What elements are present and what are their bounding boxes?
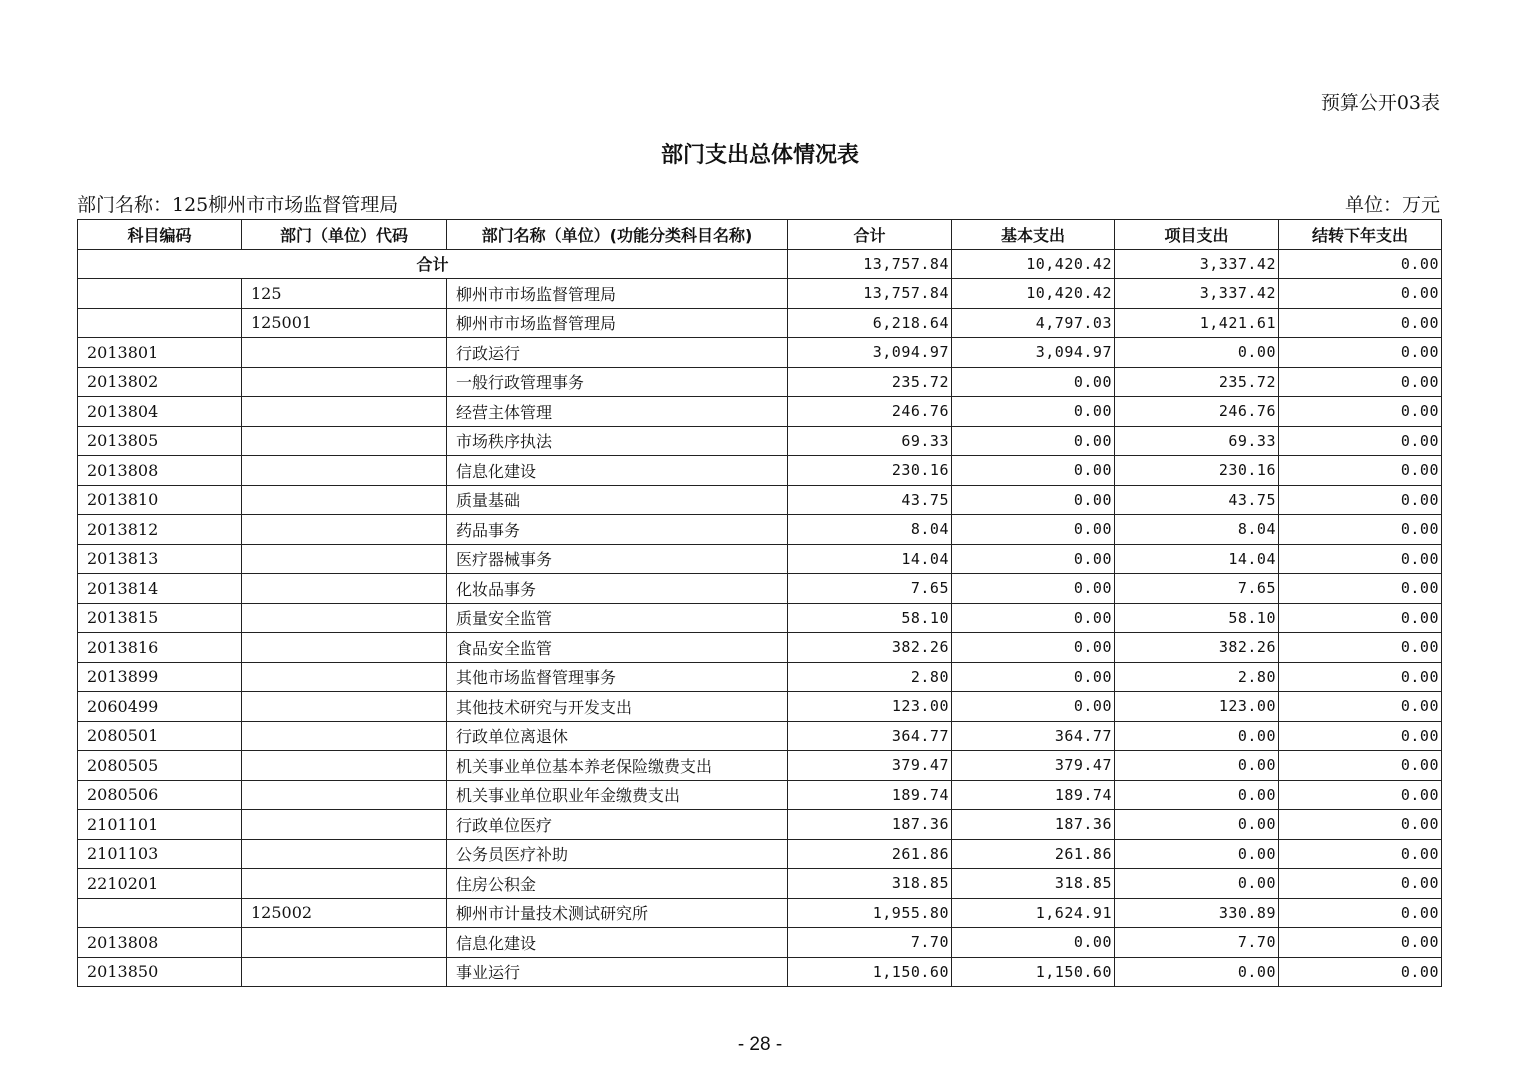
subject-code-cell: 2013813 bbox=[78, 544, 242, 574]
table-row bbox=[78, 751, 1442, 781]
basic-cell: 0.00 bbox=[952, 485, 1115, 515]
unit-code-cell bbox=[242, 397, 447, 427]
carryover-cell: 0.00 bbox=[1279, 869, 1442, 899]
table-row bbox=[78, 898, 1442, 928]
basic-cell: 0.00 bbox=[952, 367, 1115, 397]
page-title: 部门支出总体情况表 bbox=[660, 143, 859, 168]
basic-cell: 3,094.97 bbox=[952, 338, 1115, 368]
carryover-cell: 0.00 bbox=[1279, 308, 1442, 338]
unit-code-cell bbox=[242, 603, 447, 633]
basic-cell: 0.00 bbox=[952, 515, 1115, 545]
basic-cell: 4,797.03 bbox=[952, 308, 1115, 338]
total-cell: 187.36 bbox=[788, 810, 952, 840]
basic-cell: 0.00 bbox=[952, 574, 1115, 604]
project-cell: 3,337.42 bbox=[1115, 279, 1279, 309]
basic-cell: 0.00 bbox=[952, 662, 1115, 692]
project-cell: 123.00 bbox=[1115, 692, 1279, 722]
subject-code-cell: 2013816 bbox=[78, 633, 242, 663]
total-cell: 7.70 bbox=[788, 928, 952, 958]
unit-code-cell: 125002 bbox=[242, 898, 447, 928]
total-cell: 189.74 bbox=[788, 780, 952, 810]
project-cell: 235.72 bbox=[1115, 367, 1279, 397]
project-cell: 43.75 bbox=[1115, 485, 1279, 515]
subject-code-cell: 2013810 bbox=[78, 485, 242, 515]
total-cell: 1,955.80 bbox=[788, 898, 952, 928]
name-cell: 质量基础 bbox=[447, 485, 788, 515]
name-cell: 柳州市市场监督管理局 bbox=[447, 279, 788, 309]
name-cell: 机关事业单位基本养老保险缴费支出 bbox=[447, 751, 788, 781]
header-row bbox=[78, 220, 1442, 250]
subject-code-cell: 2013814 bbox=[78, 574, 242, 604]
project-cell: 0.00 bbox=[1115, 957, 1279, 987]
form-number: 预算公开03表 bbox=[1320, 92, 1440, 114]
total-cell: 8.04 bbox=[788, 515, 952, 545]
carryover-cell: 0.00 bbox=[1279, 515, 1442, 545]
name-cell: 柳州市市场监督管理局 bbox=[447, 308, 788, 338]
total-cell: 69.33 bbox=[788, 426, 952, 456]
subject-code-cell: 2210201 bbox=[78, 869, 242, 899]
carryover-cell: 0.00 bbox=[1279, 426, 1442, 456]
project-cell: 382.26 bbox=[1115, 633, 1279, 663]
meta-row bbox=[77, 190, 1440, 216]
unit-code-cell bbox=[242, 633, 447, 663]
table-row bbox=[78, 957, 1442, 987]
carryover-cell: 0.00 bbox=[1279, 751, 1442, 781]
table-row bbox=[78, 721, 1442, 751]
carryover-cell: 0.00 bbox=[1279, 662, 1442, 692]
project-cell: 0.00 bbox=[1115, 751, 1279, 781]
name-cell: 公务员医疗补助 bbox=[447, 839, 788, 869]
unit-code-cell bbox=[242, 662, 447, 692]
subject-code-cell: 2013808 bbox=[78, 928, 242, 958]
name-cell: 信息化建设 bbox=[447, 928, 788, 958]
subject-code-cell: 2080505 bbox=[78, 751, 242, 781]
name-cell: 化妆品事务 bbox=[447, 574, 788, 604]
name-cell: 住房公积金 bbox=[447, 869, 788, 899]
subject-code-cell: 2080501 bbox=[78, 721, 242, 751]
carryover-cell: 0.00 bbox=[1279, 692, 1442, 722]
carryover-cell: 0.00 bbox=[1279, 928, 1442, 958]
table-row bbox=[78, 485, 1442, 515]
project-cell: 0.00 bbox=[1115, 839, 1279, 869]
carryover-cell: 0.00 bbox=[1279, 367, 1442, 397]
table-row bbox=[78, 515, 1442, 545]
unit-code-cell bbox=[242, 426, 447, 456]
unit-label: 单位：万元 bbox=[1344, 194, 1440, 216]
total-cell: 123.00 bbox=[788, 692, 952, 722]
carryover-cell: 0.00 bbox=[1279, 485, 1442, 515]
basic-cell: 318.85 bbox=[952, 869, 1115, 899]
carryover-cell: 0.00 bbox=[1279, 633, 1442, 663]
unit-code-cell bbox=[242, 574, 447, 604]
basic-cell: 364.77 bbox=[952, 721, 1115, 751]
project-cell: 69.33 bbox=[1115, 426, 1279, 456]
total-cell: 379.47 bbox=[788, 751, 952, 781]
page-number: - 28 - bbox=[737, 1034, 783, 1055]
name-cell: 市场秩序执法 bbox=[447, 426, 788, 456]
basic-cell: 187.36 bbox=[952, 810, 1115, 840]
name-cell: 事业运行 bbox=[447, 957, 788, 987]
name-cell: 其他市场监督管理事务 bbox=[447, 662, 788, 692]
name-cell: 柳州市计量技术测试研究所 bbox=[447, 898, 788, 928]
unit-code-cell bbox=[242, 780, 447, 810]
project-cell: 0.00 bbox=[1115, 780, 1279, 810]
unit-code-cell: 125 bbox=[242, 279, 447, 309]
subject-code-cell: 2013808 bbox=[78, 456, 242, 486]
total-basic: 10,420.42 bbox=[952, 249, 1115, 279]
name-cell: 行政单位医疗 bbox=[447, 810, 788, 840]
table-row bbox=[78, 839, 1442, 869]
unit-code-cell bbox=[242, 928, 447, 958]
unit-code-cell bbox=[242, 338, 447, 368]
table-row bbox=[78, 662, 1442, 692]
header-carryover: 结转下年支出 bbox=[1279, 220, 1442, 250]
name-cell: 一般行政管理事务 bbox=[447, 367, 788, 397]
total-row bbox=[78, 249, 1442, 279]
carryover-cell: 0.00 bbox=[1279, 898, 1442, 928]
name-cell: 行政单位离退休 bbox=[447, 721, 788, 751]
project-cell: 14.04 bbox=[1115, 544, 1279, 574]
table-row bbox=[78, 633, 1442, 663]
name-cell: 质量安全监管 bbox=[447, 603, 788, 633]
total-cell: 261.86 bbox=[788, 839, 952, 869]
basic-cell: 1,150.60 bbox=[952, 957, 1115, 987]
department-label: 部门名称：125柳州市市场监督管理局 bbox=[77, 194, 399, 216]
table-row bbox=[78, 780, 1442, 810]
unit-code-cell bbox=[242, 544, 447, 574]
basic-cell: 1,624.91 bbox=[952, 898, 1115, 928]
project-cell: 7.65 bbox=[1115, 574, 1279, 604]
carryover-cell: 0.00 bbox=[1279, 839, 1442, 869]
subject-code-cell: 2013812 bbox=[78, 515, 242, 545]
carryover-cell: 0.00 bbox=[1279, 574, 1442, 604]
project-cell: 0.00 bbox=[1115, 721, 1279, 751]
carryover-cell: 0.00 bbox=[1279, 279, 1442, 309]
subject-code-cell: 2013899 bbox=[78, 662, 242, 692]
total-cell: 230.16 bbox=[788, 456, 952, 486]
name-cell: 经营主体管理 bbox=[447, 397, 788, 427]
subject-code-cell: 2080506 bbox=[78, 780, 242, 810]
carryover-cell: 0.00 bbox=[1279, 544, 1442, 574]
carryover-cell: 0.00 bbox=[1279, 957, 1442, 987]
basic-cell: 0.00 bbox=[952, 928, 1115, 958]
name-cell: 医疗器械事务 bbox=[447, 544, 788, 574]
header-basic: 基本支出 bbox=[952, 220, 1115, 250]
total-cell: 364.77 bbox=[788, 721, 952, 751]
total-cell: 14.04 bbox=[788, 544, 952, 574]
unit-code-cell bbox=[242, 515, 447, 545]
total-cell: 235.72 bbox=[788, 367, 952, 397]
project-cell: 58.10 bbox=[1115, 603, 1279, 633]
subject-code-cell bbox=[78, 308, 242, 338]
total-cell: 43.75 bbox=[788, 485, 952, 515]
unit-code-cell bbox=[242, 957, 447, 987]
subject-code-cell: 2013801 bbox=[78, 338, 242, 368]
carryover-cell: 0.00 bbox=[1279, 810, 1442, 840]
header-unit-code: 部门（单位）代码 bbox=[242, 220, 447, 250]
basic-cell: 0.00 bbox=[952, 633, 1115, 663]
subject-code-cell: 2101103 bbox=[78, 839, 242, 869]
table-row bbox=[78, 928, 1442, 958]
subject-code-cell: 2013850 bbox=[78, 957, 242, 987]
carryover-cell: 0.00 bbox=[1279, 456, 1442, 486]
header-subject-code: 科目编码 bbox=[78, 220, 242, 250]
expenditure-table bbox=[77, 219, 1442, 987]
subject-code-cell bbox=[78, 898, 242, 928]
table-row bbox=[78, 279, 1442, 309]
basic-cell: 0.00 bbox=[952, 397, 1115, 427]
total-cell: 13,757.84 bbox=[788, 279, 952, 309]
total-carryover: 0.00 bbox=[1279, 249, 1442, 279]
project-cell: 1,421.61 bbox=[1115, 308, 1279, 338]
total-cell: 318.85 bbox=[788, 869, 952, 899]
basic-cell: 189.74 bbox=[952, 780, 1115, 810]
unit-code-cell bbox=[242, 810, 447, 840]
unit-code-cell bbox=[242, 751, 447, 781]
unit-code-cell: 125001 bbox=[242, 308, 447, 338]
project-cell: 246.76 bbox=[1115, 397, 1279, 427]
carryover-cell: 0.00 bbox=[1279, 397, 1442, 427]
subject-code-cell: 2013805 bbox=[78, 426, 242, 456]
name-cell: 其他技术研究与开发支出 bbox=[447, 692, 788, 722]
table-row bbox=[78, 367, 1442, 397]
name-cell: 信息化建设 bbox=[447, 456, 788, 486]
subject-code-cell: 2013815 bbox=[78, 603, 242, 633]
subject-code-cell: 2060499 bbox=[78, 692, 242, 722]
unit-code-cell bbox=[242, 839, 447, 869]
subject-code-cell: 2101101 bbox=[78, 810, 242, 840]
table-row bbox=[78, 869, 1442, 899]
table-row bbox=[78, 603, 1442, 633]
table-row bbox=[78, 397, 1442, 427]
carryover-cell: 0.00 bbox=[1279, 780, 1442, 810]
basic-cell: 379.47 bbox=[952, 751, 1115, 781]
header-total: 合计 bbox=[788, 220, 952, 250]
unit-code-cell bbox=[242, 692, 447, 722]
project-cell: 0.00 bbox=[1115, 338, 1279, 368]
total-amount: 13,757.84 bbox=[788, 249, 952, 279]
project-cell: 330.89 bbox=[1115, 898, 1279, 928]
total-cell: 246.76 bbox=[788, 397, 952, 427]
subject-code-cell: 2013804 bbox=[78, 397, 242, 427]
table-row bbox=[78, 456, 1442, 486]
table-row bbox=[78, 308, 1442, 338]
unit-code-cell bbox=[242, 367, 447, 397]
table-row bbox=[78, 692, 1442, 722]
basic-cell: 0.00 bbox=[952, 426, 1115, 456]
subject-code-cell: 2013802 bbox=[78, 367, 242, 397]
table-row bbox=[78, 426, 1442, 456]
total-cell: 382.26 bbox=[788, 633, 952, 663]
project-cell: 0.00 bbox=[1115, 869, 1279, 899]
table-row bbox=[78, 574, 1442, 604]
name-cell: 药品事务 bbox=[447, 515, 788, 545]
basic-cell: 0.00 bbox=[952, 456, 1115, 486]
basic-cell: 261.86 bbox=[952, 839, 1115, 869]
total-cell: 7.65 bbox=[788, 574, 952, 604]
table-row bbox=[78, 544, 1442, 574]
unit-code-cell bbox=[242, 869, 447, 899]
basic-cell: 10,420.42 bbox=[952, 279, 1115, 309]
name-cell: 机关事业单位职业年金缴费支出 bbox=[447, 780, 788, 810]
total-cell: 3,094.97 bbox=[788, 338, 952, 368]
project-cell: 230.16 bbox=[1115, 456, 1279, 486]
basic-cell: 0.00 bbox=[952, 692, 1115, 722]
unit-code-cell bbox=[242, 721, 447, 751]
total-cell: 58.10 bbox=[788, 603, 952, 633]
project-cell: 8.04 bbox=[1115, 515, 1279, 545]
total-cell: 6,218.64 bbox=[788, 308, 952, 338]
name-cell: 行政运行 bbox=[447, 338, 788, 368]
table-row bbox=[78, 338, 1442, 368]
project-cell: 7.70 bbox=[1115, 928, 1279, 958]
basic-cell: 0.00 bbox=[952, 544, 1115, 574]
project-cell: 0.00 bbox=[1115, 810, 1279, 840]
carryover-cell: 0.00 bbox=[1279, 338, 1442, 368]
header-project: 项目支出 bbox=[1115, 220, 1279, 250]
unit-code-cell bbox=[242, 485, 447, 515]
carryover-cell: 0.00 bbox=[1279, 721, 1442, 751]
carryover-cell: 0.00 bbox=[1279, 603, 1442, 633]
project-cell: 2.80 bbox=[1115, 662, 1279, 692]
total-cell: 2.80 bbox=[788, 662, 952, 692]
total-label: 合计 bbox=[78, 249, 788, 279]
unit-code-cell bbox=[242, 456, 447, 486]
basic-cell: 0.00 bbox=[952, 603, 1115, 633]
name-cell: 食品安全监管 bbox=[447, 633, 788, 663]
header-name: 部门名称（单位）(功能分类科目名称) bbox=[447, 220, 788, 250]
subject-code-cell bbox=[78, 279, 242, 309]
table-row bbox=[78, 810, 1442, 840]
total-project: 3,337.42 bbox=[1115, 249, 1279, 279]
total-cell: 1,150.60 bbox=[788, 957, 952, 987]
